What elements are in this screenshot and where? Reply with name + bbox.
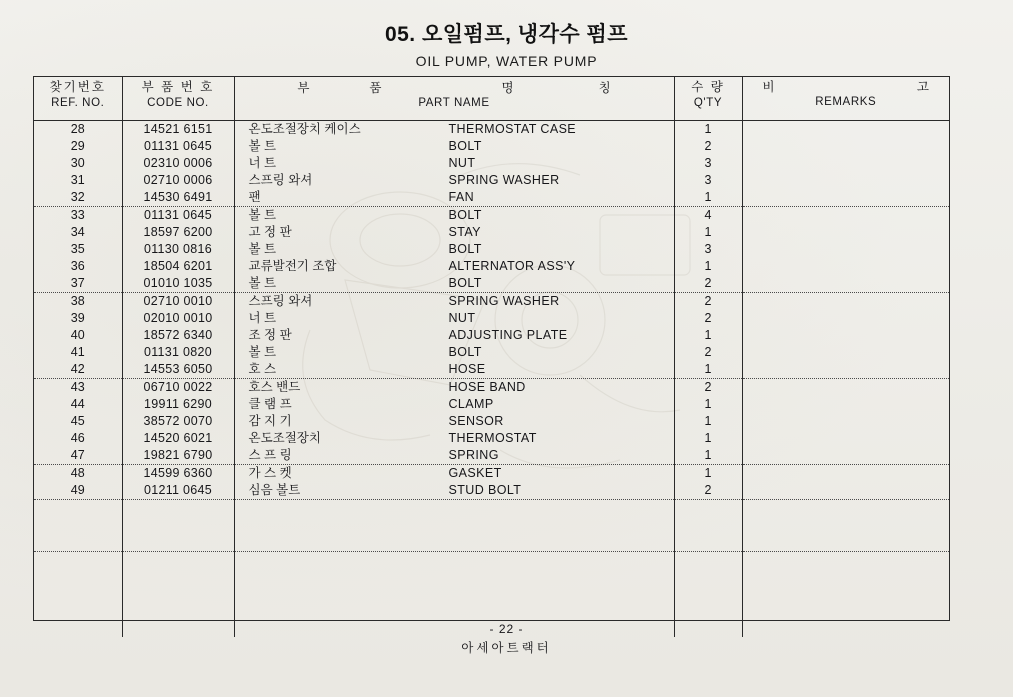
empty-row <box>34 517 949 534</box>
cell-part-name-en: SPRING WASHER <box>448 294 560 308</box>
cell-empty <box>34 603 122 620</box>
cell-code-no: 14530 6491 <box>122 189 234 207</box>
cell-part-name <box>234 379 674 397</box>
table-row <box>34 138 949 155</box>
cell-part-name-ko: 너 트 <box>248 156 277 170</box>
table-row <box>34 482 949 500</box>
cell-code-no: 18597 6200 <box>122 224 234 241</box>
cell-code-no: 14599 6360 <box>122 465 234 483</box>
cell-part-name-en: ALTERNATOR ASS'Y <box>448 259 576 273</box>
cell-part-name-ko: 팬 <box>248 190 261 204</box>
cell-ref-no: 28 <box>34 121 122 139</box>
table-row <box>34 224 949 241</box>
cell-empty <box>122 569 234 586</box>
cell-part-name <box>234 396 674 413</box>
cell-qty: 1 <box>674 224 742 241</box>
cell-part-name-en: HOSE <box>448 362 486 376</box>
cell-part-name-en: ADJUSTING PLATE <box>448 328 568 342</box>
cell-remarks <box>742 413 949 430</box>
cell-part-name-ko: 온도조절장치 케이스 <box>248 122 361 136</box>
cell-code-no: 38572 0070 <box>122 413 234 430</box>
header-remarks-char-1: 비 <box>762 80 775 94</box>
cell-remarks <box>742 189 949 207</box>
cell-part-name-ko: 볼 트 <box>248 242 277 256</box>
cell-ref-no: 32 <box>34 189 122 207</box>
cell-ref-no: 44 <box>34 396 122 413</box>
cell-empty <box>122 517 234 534</box>
cell-part-name-en: NUT <box>448 156 476 170</box>
cell-part-name-ko: 조 정 판 <box>248 328 292 342</box>
cell-empty <box>742 517 949 534</box>
page-title-english: OIL PUMP, WATER PUMP <box>415 53 598 69</box>
cell-qty: 1 <box>674 465 742 483</box>
cell-part-name-en: BOLT <box>448 208 482 222</box>
cell-empty <box>234 603 674 620</box>
cell-remarks <box>742 275 949 293</box>
table-row <box>34 121 949 139</box>
table-row <box>34 447 949 465</box>
empty-row <box>34 552 949 570</box>
cell-part-name-en: SPRING WASHER <box>448 173 560 187</box>
cell-remarks <box>742 224 949 241</box>
table-row <box>34 327 949 344</box>
cell-empty <box>234 500 674 518</box>
cell-qty: 1 <box>674 447 742 465</box>
table-row <box>34 379 949 397</box>
cell-empty <box>674 552 742 570</box>
cell-qty: 1 <box>674 396 742 413</box>
cell-remarks <box>742 379 949 397</box>
cell-remarks <box>742 430 949 447</box>
cell-part-name-ko: 가 스 켓 <box>248 466 292 480</box>
cell-empty <box>674 586 742 603</box>
cell-code-no: 01211 0645 <box>122 482 234 500</box>
cell-remarks <box>742 207 949 225</box>
cell-code-no: 19911 6290 <box>122 396 234 413</box>
cell-remarks <box>742 293 949 311</box>
cell-qty: 1 <box>674 327 742 344</box>
cell-qty: 2 <box>674 138 742 155</box>
cell-part-name-ko: 스프링 와셔 <box>248 294 313 308</box>
table-row <box>34 310 949 327</box>
cell-qty: 1 <box>674 361 742 379</box>
parts-table <box>34 77 949 637</box>
cell-part-name-en: BOLT <box>448 242 482 256</box>
header-part-name <box>234 77 674 121</box>
table-row <box>34 207 949 225</box>
cell-empty <box>234 552 674 570</box>
cell-qty: 3 <box>674 172 742 189</box>
cell-remarks <box>742 361 949 379</box>
header-name-char-2: 품 <box>369 81 382 95</box>
cell-part-name-en: THERMOSTAT <box>448 431 537 445</box>
cell-ref-no: 49 <box>34 482 122 500</box>
cell-part-name-en: BOLT <box>448 139 482 153</box>
cell-qty: 2 <box>674 344 742 361</box>
cell-part-name <box>234 155 674 172</box>
cell-ref-no: 37 <box>34 275 122 293</box>
cell-remarks <box>742 241 949 258</box>
cell-code-no: 19821 6790 <box>122 447 234 465</box>
cell-empty <box>674 569 742 586</box>
cell-code-no: 14520 6021 <box>122 430 234 447</box>
cell-empty <box>122 500 234 518</box>
header-ref-ko: 찾기번호 <box>49 80 106 94</box>
header-name-char-4: 칭 <box>598 81 611 95</box>
cell-code-no: 02710 0010 <box>122 293 234 311</box>
cell-empty <box>34 534 122 552</box>
table-row <box>34 189 949 207</box>
cell-part-name <box>234 447 674 465</box>
cell-part-name-en: SPRING <box>448 448 499 462</box>
header-ref <box>34 77 122 121</box>
cell-part-name-ko: 심음 볼트 <box>248 483 301 497</box>
cell-remarks <box>742 327 949 344</box>
header-code <box>122 77 234 121</box>
cell-remarks <box>742 121 949 139</box>
cell-part-name-ko: 클 램 프 <box>248 397 292 411</box>
cell-part-name-ko: 볼 트 <box>248 276 277 290</box>
cell-code-no: 01131 0820 <box>122 344 234 361</box>
cell-code-no: 01131 0645 <box>122 138 234 155</box>
cell-qty: 2 <box>674 379 742 397</box>
cell-empty <box>674 500 742 518</box>
cell-part-name-ko: 감 지 기 <box>248 414 292 428</box>
cell-empty <box>742 534 949 552</box>
cell-part-name <box>234 430 674 447</box>
cell-empty <box>234 517 674 534</box>
cell-ref-no: 45 <box>34 413 122 430</box>
cell-empty <box>34 552 122 570</box>
cell-empty <box>34 569 122 586</box>
empty-row <box>34 603 949 620</box>
cell-part-name <box>234 138 674 155</box>
cell-ref-no: 30 <box>34 155 122 172</box>
empty-row <box>34 586 949 603</box>
cell-qty: 1 <box>674 430 742 447</box>
cell-part-name-en: NUT <box>448 311 476 325</box>
cell-empty <box>234 534 674 552</box>
cell-part-name <box>234 344 674 361</box>
cell-part-name-en: STUD BOLT <box>448 483 522 497</box>
cell-part-name <box>234 172 674 189</box>
table-row <box>34 172 949 189</box>
cell-qty: 1 <box>674 413 742 430</box>
header-name-char-1: 부 <box>297 81 310 95</box>
cell-empty <box>234 569 674 586</box>
cell-code-no: 14553 6050 <box>122 361 234 379</box>
cell-ref-no: 36 <box>34 258 122 275</box>
cell-qty: 2 <box>674 293 742 311</box>
table-row <box>34 430 949 447</box>
footer-company: 아세아트랙터 <box>461 641 552 655</box>
table-row <box>34 155 949 172</box>
header-remarks <box>742 77 949 121</box>
table-row <box>34 258 949 275</box>
cell-qty: 1 <box>674 121 742 139</box>
cell-part-name-ko: 볼 트 <box>248 208 277 222</box>
cell-code-no: 06710 0022 <box>122 379 234 397</box>
cell-ref-no: 48 <box>34 465 122 483</box>
cell-part-name <box>234 327 674 344</box>
header-code-ko: 부 품 번 호 <box>141 80 215 94</box>
cell-part-name-ko: 스 프 링 <box>248 448 292 462</box>
cell-remarks <box>742 155 949 172</box>
cell-code-no: 01130 0816 <box>122 241 234 258</box>
table-row <box>34 241 949 258</box>
cell-part-name <box>234 275 674 293</box>
header-ref-en: REF. NO. <box>51 96 105 109</box>
cell-ref-no: 34 <box>34 224 122 241</box>
cell-part-name <box>234 310 674 327</box>
table-row <box>34 465 949 483</box>
cell-ref-no: 43 <box>34 379 122 397</box>
cell-part-name-en: THERMOSTAT CASE <box>448 122 577 136</box>
cell-remarks <box>742 396 949 413</box>
cell-empty <box>122 552 234 570</box>
cell-part-name <box>234 207 674 225</box>
cell-ref-no: 40 <box>34 327 122 344</box>
cell-part-name <box>234 482 674 500</box>
cell-empty <box>234 586 674 603</box>
cell-part-name <box>234 224 674 241</box>
cell-qty: 2 <box>674 275 742 293</box>
cell-part-name <box>234 293 674 311</box>
cell-qty: 3 <box>674 241 742 258</box>
cell-qty: 3 <box>674 155 742 172</box>
header-part-name-ko <box>237 80 672 96</box>
page-title-korean: 05. 오일펌프, 냉각수 펌프 <box>384 23 629 46</box>
page-footer <box>0 622 1013 656</box>
cell-part-name <box>234 241 674 258</box>
table-row <box>34 344 949 361</box>
cell-remarks <box>742 447 949 465</box>
table-row <box>34 275 949 293</box>
cell-code-no: 02710 0006 <box>122 172 234 189</box>
cell-part-name <box>234 361 674 379</box>
page-title-block <box>0 18 1013 69</box>
cell-empty <box>742 500 949 518</box>
header-remarks-en: REMARKS <box>815 95 877 108</box>
cell-qty: 1 <box>674 189 742 207</box>
table-body <box>34 121 949 638</box>
header-qty-en: Q'TY <box>693 96 723 109</box>
cell-part-name-en: SENSOR <box>448 414 504 428</box>
cell-part-name-ko: 볼 트 <box>248 139 277 153</box>
cell-empty <box>122 534 234 552</box>
cell-remarks <box>742 482 949 500</box>
cell-code-no: 01131 0645 <box>122 207 234 225</box>
cell-ref-no: 38 <box>34 293 122 311</box>
cell-empty <box>742 586 949 603</box>
cell-qty: 1 <box>674 258 742 275</box>
cell-ref-no: 47 <box>34 447 122 465</box>
cell-empty <box>742 569 949 586</box>
cell-empty <box>674 603 742 620</box>
cell-remarks <box>742 344 949 361</box>
cell-part-name-en: STAY <box>448 225 481 239</box>
cell-part-name <box>234 189 674 207</box>
cell-empty <box>34 517 122 534</box>
empty-row <box>34 500 949 518</box>
cell-ref-no: 33 <box>34 207 122 225</box>
header-qty <box>674 77 742 121</box>
cell-part-name-en: GASKET <box>448 466 502 480</box>
header-row <box>34 77 949 121</box>
cell-code-no: 18572 6340 <box>122 327 234 344</box>
cell-part-name-ko: 호스 밴드 <box>248 380 301 394</box>
header-name-char-3: 명 <box>501 81 514 95</box>
cell-part-name-ko: 교류발전기 조합 <box>248 259 337 273</box>
table-row <box>34 413 949 430</box>
header-remarks-char-2: 고 <box>916 80 929 94</box>
cell-ref-no: 39 <box>34 310 122 327</box>
cell-remarks <box>742 465 949 483</box>
cell-ref-no: 35 <box>34 241 122 258</box>
cell-part-name-ko: 볼 트 <box>248 345 277 359</box>
cell-code-no: 02310 0006 <box>122 155 234 172</box>
empty-row <box>34 534 949 552</box>
cell-empty <box>742 603 949 620</box>
cell-empty <box>674 517 742 534</box>
cell-part-name <box>234 413 674 430</box>
cell-empty <box>34 586 122 603</box>
cell-part-name <box>234 465 674 483</box>
cell-ref-no: 41 <box>34 344 122 361</box>
cell-qty: 2 <box>674 482 742 500</box>
empty-row <box>34 569 949 586</box>
page-number: - 22 - <box>489 622 524 636</box>
cell-remarks <box>742 310 949 327</box>
cell-ref-no: 29 <box>34 138 122 155</box>
cell-part-name-en: FAN <box>448 190 475 204</box>
cell-part-name-ko: 스프링 와셔 <box>248 173 313 187</box>
cell-empty <box>34 500 122 518</box>
cell-part-name <box>234 258 674 275</box>
cell-code-no: 18504 6201 <box>122 258 234 275</box>
cell-code-no: 02010 0010 <box>122 310 234 327</box>
cell-remarks <box>742 172 949 189</box>
cell-remarks <box>742 138 949 155</box>
cell-part-name-ko: 호 스 <box>248 362 277 376</box>
cell-empty <box>122 603 234 620</box>
cell-part-name <box>234 121 674 139</box>
cell-qty: 4 <box>674 207 742 225</box>
cell-part-name-en: CLAMP <box>448 397 494 411</box>
cell-code-no: 01010 1035 <box>122 275 234 293</box>
header-qty-ko: 수 량 <box>691 80 725 94</box>
cell-ref-no: 42 <box>34 361 122 379</box>
cell-part-name-en: BOLT <box>448 276 482 290</box>
cell-part-name-ko: 온도조절장치 <box>248 431 321 445</box>
header-part-name-en: PART NAME <box>418 97 490 110</box>
parts-table-container <box>33 76 950 621</box>
table-header <box>34 77 949 121</box>
cell-ref-no: 46 <box>34 430 122 447</box>
cell-empty <box>674 534 742 552</box>
cell-part-name-ko: 너 트 <box>248 311 277 325</box>
table-row <box>34 396 949 413</box>
cell-remarks <box>742 258 949 275</box>
cell-part-name-en: BOLT <box>448 345 482 359</box>
cell-part-name-ko: 고 정 판 <box>248 225 292 239</box>
table-row <box>34 293 949 311</box>
cell-ref-no: 31 <box>34 172 122 189</box>
cell-part-name-en: HOSE BAND <box>448 380 526 394</box>
cell-qty: 2 <box>674 310 742 327</box>
table-row <box>34 361 949 379</box>
header-code-en: CODE NO. <box>147 96 209 109</box>
cell-empty <box>742 552 949 570</box>
cell-code-no: 14521 6151 <box>122 121 234 139</box>
cell-empty <box>122 586 234 603</box>
